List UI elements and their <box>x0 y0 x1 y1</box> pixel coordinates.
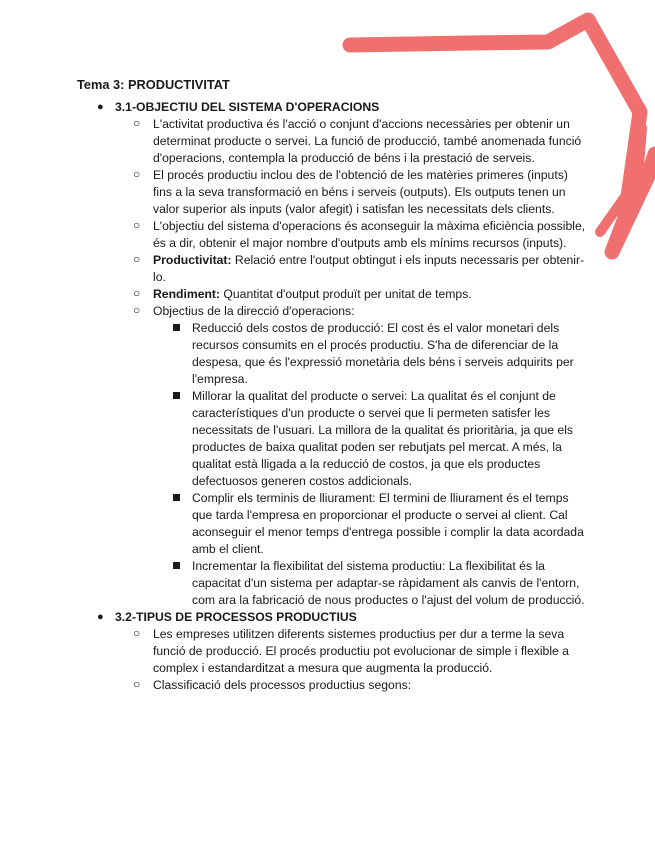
section-1-items <box>115 116 587 609</box>
item-text: Millorar la qualitat del producte o servei: La qualitat és el conjunt de característiques d'un producte o servei que li permeten satisfer les necessitats de l'usuari. La millora de la qualitat és prioritària, ja que els productes de baixa qualitat poden ser rebutjats pel mercat. A més, la qualitat està lligada a la reducció de costos, ja que els productes defectuosos generen costos addicionals. <box>192 389 574 488</box>
item-text: El procés productiu inclou des de l'obtenció de les matèries primeres (inputs) fins a la seva transformació en béns i serveis (outputs). Els outputs tenen un valor superior als inputs (valor afegit) i satisfan les necessitats dels clients. <box>153 168 568 216</box>
document <box>77 76 587 694</box>
item-text: Classificació dels processos productius segons: <box>153 678 412 692</box>
bullet-dot-icon: ● <box>97 101 104 113</box>
item-text: Reducció dels costos de producció: El cost és el valor monetari dels recursos consumits en el procés productiu. S'ha de diferenciar de la despesa, que és l'expressió monetària dels béns i serveis adquirits per l'empresa. <box>192 321 574 386</box>
bullet-square-icon <box>173 494 180 501</box>
term-label: Rendiment: <box>153 287 221 301</box>
list-item <box>115 116 587 167</box>
section-heading: 3.1-OBJECTIU DEL SISTEMA D'OPERACIONS <box>115 100 380 114</box>
list-item <box>153 388 587 490</box>
item-text: L'activitat productiva és l'acció o conjunt d'accions necessàries per obtenir un determinat producte o servei. La funció de producció, també anomenada funció d'operacions, contempla la producció de béns i la prestació de serveis. <box>153 117 582 165</box>
list-item <box>115 626 587 677</box>
item-text: Quantitat d'output produït per unitat de temps. <box>220 287 472 301</box>
section-2 <box>77 609 587 694</box>
term-label: Productivitat: <box>153 253 232 267</box>
section-2-items <box>115 626 587 694</box>
list-item <box>115 677 587 694</box>
list-item <box>115 303 587 609</box>
item-text: Objectius de la direcció d'operacions: <box>153 304 355 318</box>
list-item <box>115 286 587 303</box>
bullet-square-icon <box>173 324 180 331</box>
bullet-circle-icon: ○ <box>133 218 141 232</box>
objectives-list <box>153 320 587 609</box>
bullet-circle-icon: ○ <box>133 303 141 317</box>
bullet-dot-icon: ● <box>97 611 104 623</box>
list-item <box>115 167 587 218</box>
list-item <box>153 558 587 609</box>
bullet-square-icon <box>173 392 180 399</box>
item-text: Incrementar la flexibilitat del sistema productiu: La flexibilitat és la capacitat d'un sistema per adaptar-se ràpidament als canvis de l'entorn, com ara la fabricació de nous productes o l'ajust del volum de producció. <box>192 559 585 607</box>
list-item <box>153 490 587 558</box>
section-1 <box>77 99 587 609</box>
section-heading: 3.2-TIPUS DE PROCESSOS PRODUCTIUS <box>115 610 357 624</box>
list-item <box>153 320 587 388</box>
bullet-circle-icon: ○ <box>133 167 141 181</box>
list-item <box>115 218 587 252</box>
doc-title: Tema 3: PRODUCTIVITAT <box>77 77 230 92</box>
bullet-circle-icon: ○ <box>133 252 141 266</box>
item-text: L'objectiu del sistema d'operacions és aconseguir la màxima eficiència possible, és a dir, obtenir el major nombre d'outputs amb els mínims recursos (inputs). <box>153 219 586 250</box>
item-text: Relació entre l'output obtingut i els inputs necessaris per obtenir-lo. <box>153 253 585 284</box>
list-item <box>115 252 587 286</box>
bullet-circle-icon: ○ <box>133 626 141 640</box>
bullet-circle-icon: ○ <box>133 286 141 300</box>
item-text: Les empreses utilitzen diferents sistemes productius per dur a terme la seva funció de producció. El procés productiu pot evolucionar de simple i flexible a complex i estandarditzat a mesura que augmenta la producció. <box>153 627 569 675</box>
item-text: Complir els terminis de lliurament: El termini de lliurament és el temps que tarda l'empresa en proporcionar el producte o servei al client. Cal aconseguir el menor temps d'entrega possible i complir la data acordada amb el client. <box>192 491 584 556</box>
bullet-circle-icon: ○ <box>133 677 141 691</box>
section-list <box>77 99 587 694</box>
bullet-circle-icon: ○ <box>133 116 141 130</box>
bullet-square-icon <box>173 562 180 569</box>
